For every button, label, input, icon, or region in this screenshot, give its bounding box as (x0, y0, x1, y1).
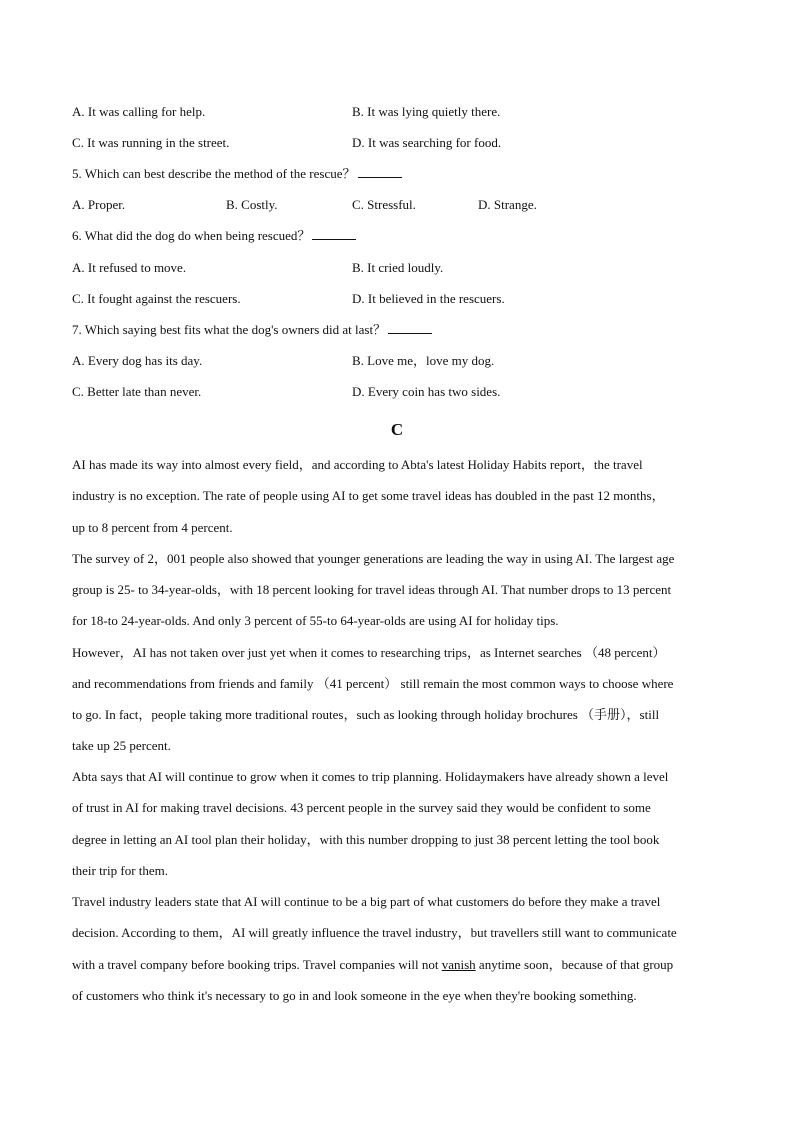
passage-line: Abta says that AI will continue to grow when it comes to trip planning. Holidaymakers have already shown a level (72, 769, 669, 784)
q4-option-d: D. It was searching for food. (352, 135, 502, 150)
passage-line: of customers who think it's necessary to go in and look someone in the eye when they're booking something. (72, 988, 637, 1003)
q7-stem-line (72, 322, 432, 338)
passage-line: and recommendations from friends and family （41 percent） still remain the most common ways to choose where (72, 676, 674, 691)
q5-stem: 5. Which can best describe the method of the rescue？ (72, 166, 356, 181)
q6-stem-line (72, 228, 356, 244)
q4-option-c: C. It was running in the street. (72, 135, 230, 150)
passage-line: decision. According to them，AI will greatly influence the travel industry，but travellers still want to communicate (72, 925, 677, 940)
q6-stem: 6. What did the dog do when being rescued？ (72, 228, 311, 243)
passage-line: The survey of 2，001 people also showed that younger generations are leading the way in using AI. The largest age (72, 551, 675, 566)
q5-option-a: A. Proper. (72, 197, 126, 212)
passage-line: for 18-to 24-year-olds. And only 3 percent of 55-to 64-year-olds are using AI for holiday tips. (72, 613, 559, 628)
q6-option-a: A. It refused to move. (72, 260, 187, 275)
q5-option-c: C. Stressful. (352, 197, 416, 212)
q5-option-b: B. Costly. (226, 197, 278, 212)
q6-answer-blank (312, 228, 356, 240)
vanish-line-after: anytime soon，because of that group (475, 957, 674, 972)
q5-answer-blank (358, 166, 402, 178)
q7-stem: 7. Which saying best fits what the dog's owners did at last？ (72, 322, 387, 337)
section-heading: C (390, 420, 404, 439)
passage-line: degree in letting an AI tool plan their holiday，with this number dropping to just 38 percent letting the tool book (72, 832, 660, 847)
passage-line: Travel industry leaders state that AI will continue to be a big part of what customers do before they make a travel (72, 894, 661, 909)
passage-line: of trust in AI for making travel decisions. 43 percent people in the survey said they would be confident to some (72, 800, 651, 815)
q4-option-b: B. It was lying quietly there. (352, 104, 501, 119)
q7-option-b: B. Love me，love my dog. (352, 353, 495, 368)
q5-stem-line (72, 166, 402, 182)
passage-line-vanish (72, 957, 673, 973)
q5-option-d: D. Strange. (478, 197, 537, 212)
passage-line: up to 8 percent from 4 percent. (72, 520, 233, 535)
q7-answer-blank (388, 322, 432, 334)
q6-option-d: D. It believed in the rescuers. (352, 291, 505, 306)
passage-line: their trip for them. (72, 863, 169, 878)
vanish-line-before: with a travel company before booking trips. Travel companies will not (72, 957, 442, 972)
passage-line: take up 25 percent. (72, 738, 171, 753)
passage-line: AI has made its way into almost every field，and according to Abta's latest Holiday Habits report，the travel (72, 457, 643, 472)
q7-option-d: D. Every coin has two sides. (352, 384, 501, 399)
passage-line: group is 25- to 34-year-olds，with 18 percent looking for travel ideas through AI. That number drops to 13 percent (72, 582, 672, 597)
passage-line: However，AI has not taken over just yet when it comes to researching trips，as Internet searches （48 percent） (72, 645, 666, 660)
q4-option-a: A. It was calling for help. (72, 104, 206, 119)
q7-option-c: C. Better late than never. (72, 384, 202, 399)
q6-option-c: C. It fought against the rescuers. (72, 291, 241, 306)
q7-option-a: A. Every dog has its day. (72, 353, 203, 368)
q6-option-b: B. It cried loudly. (352, 260, 444, 275)
passage-line: to go. In fact，people taking more traditional routes，such as looking through holiday brochures （手册），still (72, 707, 660, 722)
passage-line: industry is no exception. The rate of people using AI to get some travel ideas has doubled in the past 12 months， (72, 488, 665, 503)
underlined-word-vanish: vanish (441, 957, 476, 972)
